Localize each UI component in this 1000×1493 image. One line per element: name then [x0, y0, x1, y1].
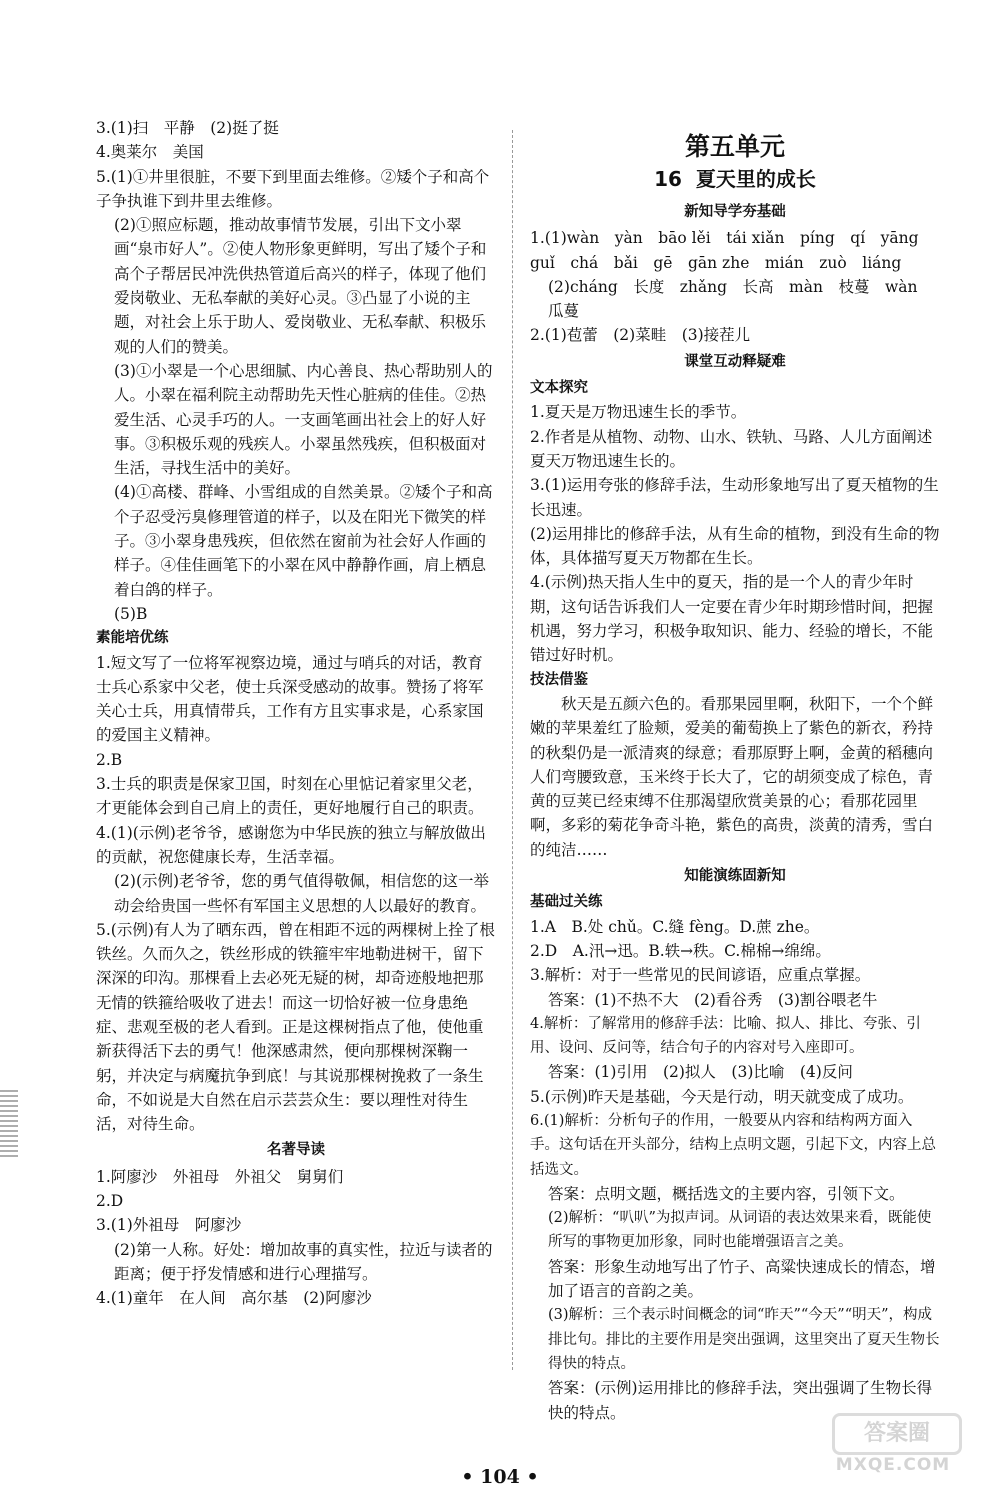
- answer-line: 3.士兵的职责是保家卫国，时刻在心里惦记着家里父老，才更能体会到自己肩上的责任，更好地履行自己的职责。: [96, 775, 484, 818]
- section-heading: 课堂互动释疑难: [684, 353, 786, 370]
- answer-line: (2)运用排比的修辞手法，从有生命的植物，到没有生命的物体，具体描写夏天万物都在生长。: [530, 524, 940, 568]
- lesson-number: 16: [654, 167, 682, 191]
- left-column: [96, 116, 496, 1311]
- answer-line: 答案：(1)不热不大 (2)看谷秀 (3)割谷喂老牛: [548, 990, 878, 1009]
- answer-line: 3.(1)运用夸张的修辞手法，生动形象地写出了夏天植物的生长迅速。: [530, 476, 939, 519]
- section-heading: 名著导读: [267, 1142, 325, 1159]
- answer-line: 答案：点明文题，概括选文的主要内容，引领下文。: [548, 1184, 905, 1203]
- section-heading: 知能演练固新知: [684, 868, 786, 885]
- subsection-heading: 文本探究: [530, 380, 588, 397]
- answer-line: (2)(示例)老爷爷，您的勇气值得敬佩，相信您的这一举动会给贵国一些怀有军国主义思想的人以最好的教育。: [114, 872, 490, 915]
- right-answers: [530, 200, 940, 1425]
- answer-line: 4.(示例)热天指人生中的夏天，指的是一个人的青少年时期，这句话告诉我们人一定要在青少年时期珍惜时间，把握机遇，努力学习，积极争取知识、能力、经验的增长，不能错过好时机。: [530, 573, 934, 665]
- answer-line: 答案：(1)引用 (2)拟人 (3)比喻 (4)反问: [548, 1063, 853, 1082]
- answer-line: 2.作者是从植物、动物、山水、铁轨、马路、人儿方面阐述夏天万物迅速生长的。: [530, 427, 933, 470]
- answer-line: 答案：(示例)运用排比的修辞手法，突出强调了生物长得快的特点。: [548, 1379, 933, 1422]
- answer-line: 5.(示例)有人为了晒东西，曾在相距不远的两棵树上拴了根铁丝。久而久之，铁丝形成的铁箍牢牢地勒进树干，留下深深的印沟。那棵看上去必死无疑的树，却奇迹般地把那无情的铁箍给吸收了进去！而这一切恰好被一位身患绝症、悲观至极的老人看到。正是这棵树指点了他，使他重新获得活下去的勇气！他深感肃然，便向那棵树深鞠一躬，并决定与病魔抗争到底！与其说那棵树挽救了一条生命，不如说是大自然在启示芸芸众生：要以理性对待生活，对待生命。: [96, 920, 495, 1134]
- answer-line: 3.(1)外祖母 阿廖沙: [96, 1216, 242, 1235]
- answer-line: 1.短文写了一位将军视察边境，通过与哨兵的对话，教育士兵心系家中父老，使士兵深受感动的故事。赞扬了将军关心士兵，用真情带兵，工作有方且实事求是，心系家国的爱国主义精神。: [96, 653, 484, 745]
- answer-line: 6.(1)解析：分析句子的作用，一般要从内容和结构两方面入手。这句话在开头部分，结构上点明文题，引起下文，内容上总括选文。: [530, 1112, 936, 1178]
- subsection-heading: 技法借鉴: [530, 671, 588, 688]
- answer-line: 3.(1)扫 平静 (2)挺了挺: [96, 119, 279, 137]
- column-divider: [512, 130, 513, 1370]
- answer-line: 4.(1)(示例)老爷爷，感谢您为中华民族的独立与解放做出的贡献，祝您健康长寿，生活幸福。: [96, 823, 486, 866]
- unit-title: 第五单元: [684, 132, 785, 161]
- answer-line: 秋天是五颜六色的。看那果园里啊，秋阳下，一个个鲜嫩的苹果羞红了脸颊，爱美的葡萄换上了紫色的新衣，矜持的秋梨仍是一派清爽的绿意；看那原野上啊，金黄的稻穗向人们弯腰致意，玉米终于长大了，它的胡须变成了棕色，青黄的豆荚已经束缚不住那渴望欣赏美景的心；看那花园里啊，多彩的菊花争奇斗艳，紫色的高贵，淡黄的清秀，雪白的纯洁……: [530, 694, 934, 859]
- answer-line: 5.(示例)昨天是基础，今天是行动，明天就变成了成功。: [530, 1087, 914, 1106]
- answer-line: 1.阿廖沙 外祖母 外祖父 舅舅们: [96, 1167, 344, 1186]
- answer-line: 3.解析：对于一些常见的民间谚语，应重点掌握。: [530, 966, 871, 985]
- answer-line: 1.(1)wàn yàn bāo lěi tái xiǎn píng qí yāng guǐ chá bǎi gē gān zhe mián zuò liáng: [530, 229, 935, 272]
- lesson-name: 夏天里的成长: [695, 167, 816, 191]
- answer-line: (3)解析：三个表示时间概念的词“昨天”“今天”“明天”，构成排比句。排比的主要作用是突出强调，这里突出了夏天生物长得快的特点。: [548, 1307, 940, 1372]
- answer-line: 1.A B.处 chǔ。C.缝 fèng。D.蔗 zhe。: [530, 917, 820, 936]
- answer-line: 4.(1)童年 在人间 高尔基 (2)阿廖沙: [96, 1289, 372, 1308]
- answer-line: (5)B: [114, 604, 148, 623]
- answer-line: 1.夏天是万物迅速生长的季节。: [530, 403, 747, 422]
- answer-line: (2)cháng 长度 zhǎng 长高 màn 枝蔓 wàn 瓜蔓: [548, 277, 933, 321]
- section-heading: 新知导学夯基础: [684, 204, 786, 220]
- answer-line: (4)①高楼、群峰、小雪组成的自然美景。②矮个子和高个子忍受污臭修理管道的样子，以及在阳光下微笑的样子。③小翠身患残疾，但依然在窗前为社会好人作画的样子。④佳佳画笔下的小翠在风中静静作画，肩上栖息着白鸽的样子。: [114, 483, 493, 599]
- answer-line: (2)第一人称。好处：增加故事的真实性，拉近与读者的距离；便于抒发情感和进行心理描写。: [114, 1240, 493, 1283]
- answer-line: 2.D A.汛→迅。B.轶→秩。C.棉棉→绵绵。: [530, 941, 831, 960]
- watermark: [818, 1413, 968, 1481]
- answer-line: 2.D: [96, 1192, 124, 1211]
- answer-line: 4.奥莱尔 美国: [96, 143, 204, 162]
- subsection-heading: 素能培优练: [96, 630, 169, 647]
- answer-line: (2)①照应标题，推动故事情节发展，引出下文小翠画“泉市好人”。②使人物形象更鲜明，写出了矮个子和高个子帮居民冲洗供热管道后高兴的样子，体现了他们爱岗敬业、无私奉献的美好心灵。③凸显了小说的主题，对社会上乐于助人、爱岗敬业、无私奉献、积极乐观的人们的赞美。: [114, 216, 487, 356]
- watermark-url: MXQE.COM: [835, 1455, 951, 1475]
- lesson-title: [530, 164, 940, 194]
- answer-line: 4.解析：了解常用的修辞手法：比喻、拟人、排比、夸张、引用、设问、反问等，结合句子的内容对号入座即可。: [530, 1015, 921, 1057]
- watermark-logo: 答案圈: [832, 1413, 962, 1455]
- answer-line: 2.B: [96, 750, 123, 769]
- answer-line: (3)①小翠是一个心思细腻、内心善良、热心帮助别人的人。小翠在福利院主动帮助先天性心脏病的佳佳。②热爱生活、心灵手巧的人。一支画笔画出社会上的好人好事。③积极乐观的残疾人。小翠虽然残疾，但积极面对生活，寻找生活中的美好。: [114, 361, 493, 478]
- answer-line: 答案：形象生动地写出了竹子、高粱快速成长的情态，增加了语言的音韵之美。: [548, 1257, 936, 1301]
- answer-line: 2.(1)苞蕾 (2)菜畦 (3)接茬儿: [530, 326, 751, 345]
- page-number: • 104 •: [461, 1466, 539, 1488]
- answer-line: 5.(1)①井里很脏，不要下到里面去维修。②矮个子和高个子争执谁下到井里去维修。: [96, 167, 490, 210]
- answer-line: (2)解析：“叭叭”为拟声词。从词语的表达效果来看，既能使所写的事物更加形象，同时也能增强语言之美。: [548, 1210, 932, 1251]
- binding-edge-mark: [0, 1090, 18, 1160]
- right-column: [530, 116, 940, 1425]
- subsection-heading: 基础过关练: [530, 894, 603, 911]
